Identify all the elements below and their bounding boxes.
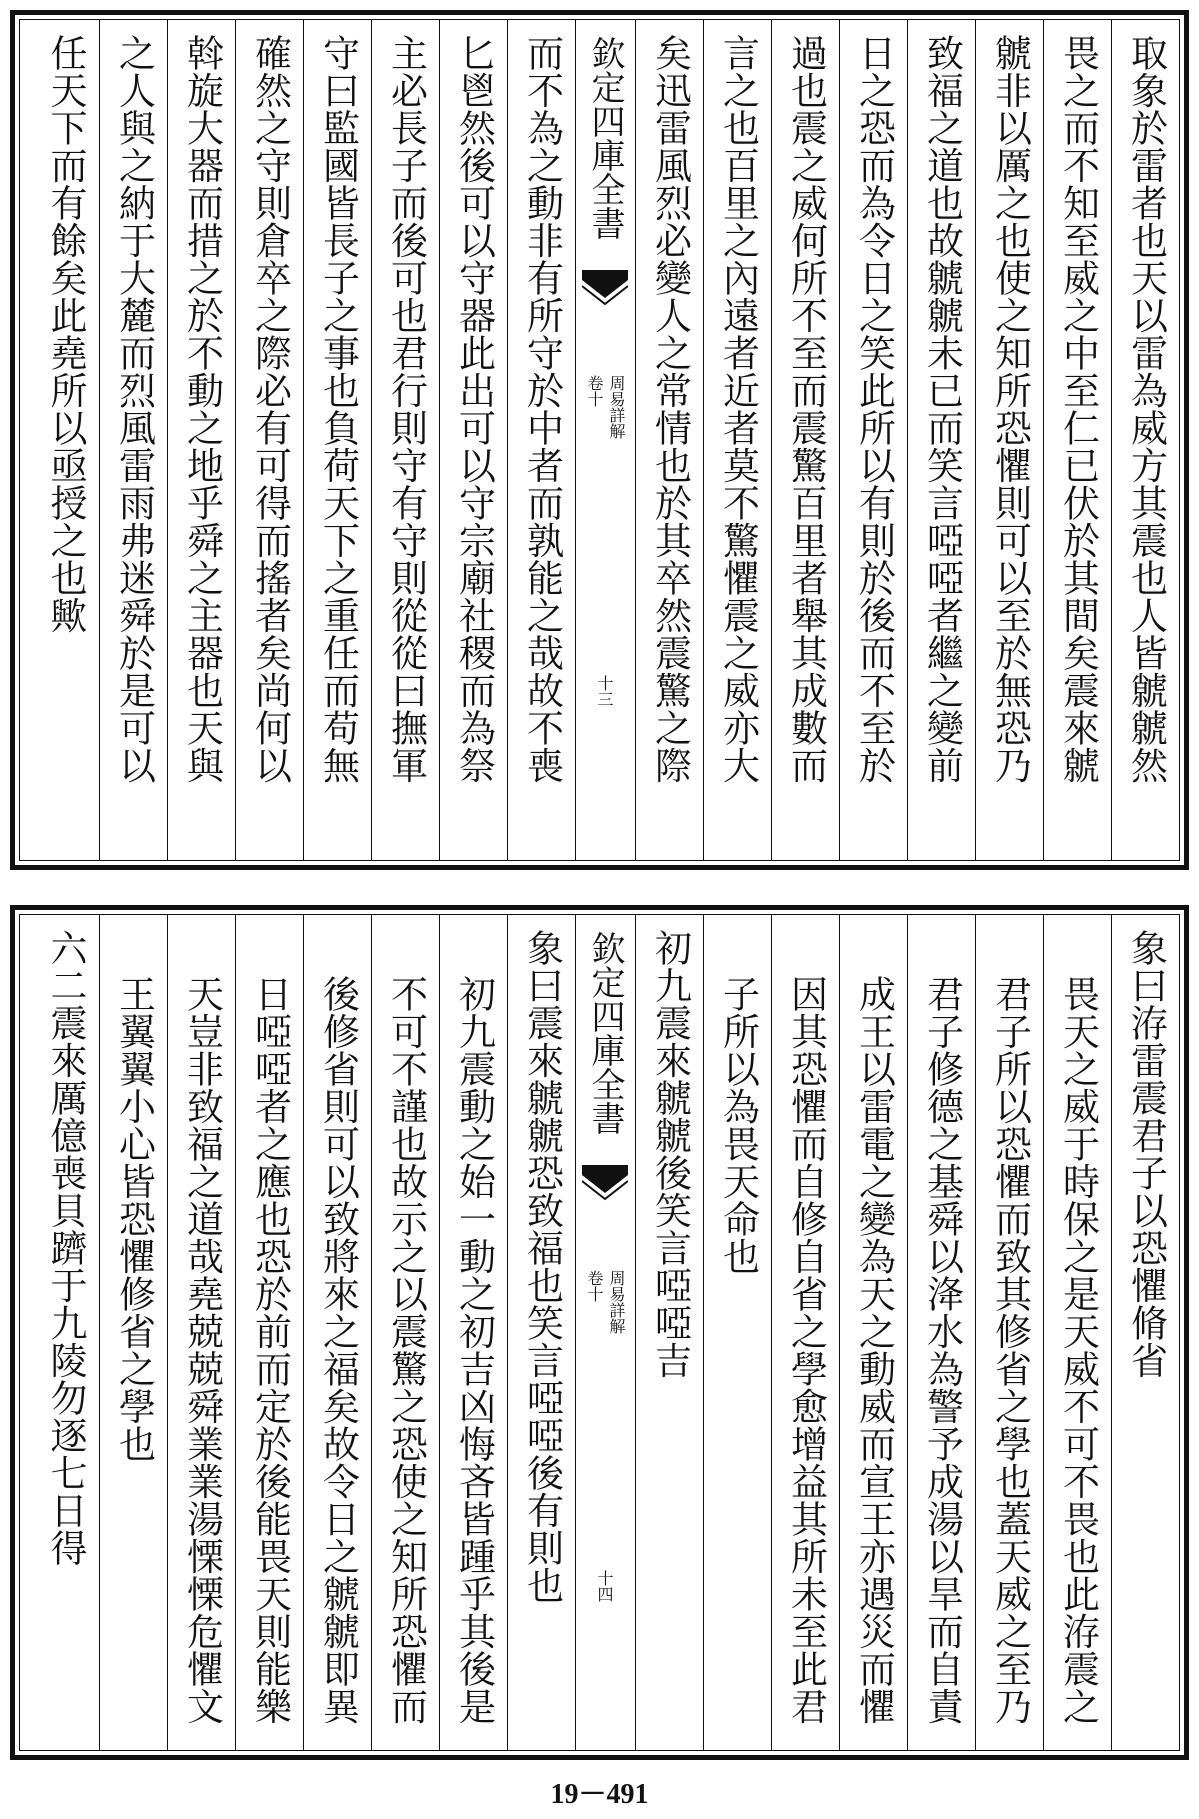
text-column: [839, 915, 907, 1750]
center-margin: [575, 20, 635, 860]
text-column: [99, 915, 167, 1750]
text-column: [371, 915, 439, 1750]
text-column: [507, 20, 575, 860]
column-text: 象曰洊雷震君子以恐懼脩省: [1124, 929, 1168, 1379]
text-column: [507, 915, 575, 1750]
text-column: [371, 20, 439, 860]
column-text: 畏之而不知至威之中至仁已伏於其間矣震來虩: [1056, 34, 1100, 784]
column-text: 不可不謹也故示之以震驚之恐使之知所恐懼而: [384, 975, 428, 1725]
column-text: 君子修德之基舜以洚水為警予成湯以旱而自責: [920, 975, 964, 1725]
column-text: 初九震來虩虩後笑言啞啞吉: [648, 929, 692, 1379]
text-column: [167, 20, 235, 860]
text-column: [907, 915, 975, 1750]
text-column: [907, 20, 975, 860]
column-text: 王翼翼小心皆恐懼修省之學也: [112, 975, 156, 1463]
column-text: 象曰震來虩虩恐致福也笑言啞啞後有則也: [520, 929, 564, 1604]
column-text: 任天下而有餘矣此堯所以亟授之也歟: [44, 34, 87, 634]
text-column: [31, 915, 99, 1750]
text-column: [99, 20, 167, 860]
volume-label: 卷十: [585, 375, 604, 407]
text-column: [1043, 915, 1111, 1750]
column-text: 而不為之動非有所守於中者而孰能之哉故不喪: [520, 34, 564, 784]
text-column: [31, 20, 99, 860]
text-column: [303, 20, 371, 860]
column-text: 初九震動之始一動之初吉凶悔吝皆踵乎其後是: [452, 975, 496, 1725]
text-column: [235, 20, 303, 860]
text-column: [703, 20, 771, 860]
fish-tail-mark-icon: [582, 1165, 628, 1205]
text-column: [975, 915, 1043, 1750]
folio-number: 十三: [595, 675, 614, 707]
text-column: [635, 915, 703, 1750]
column-text: 匕鬯然後可以守器此出可以守宗廟社稷而為祭: [452, 34, 496, 784]
text-column: [1111, 20, 1179, 860]
column-text: 言之也百里之內遠者近者莫不驚懼震之威亦大: [716, 34, 760, 784]
column-text: 畏天之威于時保之是天威不可不畏也此洊震之: [1056, 975, 1100, 1725]
column-text: 取象於雷者也天以雷為威方其震也人皆虩虩然: [1124, 34, 1168, 784]
column-text: 致福之道也故虩虩未已而笑言啞啞者繼之變前: [920, 34, 964, 784]
column-text: 日之恐而為令日之笑此所以有則於後而不至於: [852, 34, 896, 784]
text-column: [771, 915, 839, 1750]
bottom-page-text-area: [19, 914, 1180, 1751]
column-text: 矣迅雷風烈必變人之常情也於其卒然震驚之際: [648, 34, 692, 784]
column-text: 之人與之納于大麓而烈風雷雨弗迷舜於是可以: [112, 34, 156, 784]
folio-number: 十四: [595, 1570, 614, 1602]
top-page-text-area: [19, 19, 1180, 861]
column-text: 過也震之威何所不至而震驚百里者舉其成數而: [784, 34, 828, 784]
top-page-frame: [10, 10, 1189, 870]
volume-label: 卷十: [585, 1270, 604, 1302]
text-column: [1043, 20, 1111, 860]
book-title: 周易詳解: [607, 1270, 626, 1334]
text-column: [439, 20, 507, 860]
text-column: [975, 20, 1043, 860]
text-column: [635, 20, 703, 860]
column-text: 主必長子而後可也君行則守有守則從從曰撫軍: [384, 34, 428, 784]
column-text: 虩非以厲之也使之知所恐懼則可以至於無恐乃: [988, 34, 1032, 784]
text-column: [439, 915, 507, 1750]
column-text: 確然之守則倉卒之際必有可得而搖者矣尚何以: [248, 34, 292, 784]
column-text: 子所以為畏天命也: [716, 975, 760, 1275]
text-column: [235, 915, 303, 1750]
center-margin: [575, 915, 635, 1750]
column-text: 君子所以恐懼而致其修省之學也蓋天威之至乃: [988, 975, 1032, 1725]
text-column: [839, 20, 907, 860]
column-text: 天豈非致福之道哉堯兢兢舜業業湯慄慄危懼文: [180, 975, 224, 1725]
text-column: [1111, 915, 1179, 1750]
series-title: 欽定四庫全書: [585, 36, 625, 240]
book-title: 周易詳解: [607, 375, 626, 439]
plate-number: 19－491: [550, 1779, 649, 1810]
column-text: 日啞啞者之應也恐於前而定於後能畏天則能樂: [248, 975, 292, 1725]
column-text: 斡旋大器而措之於不動之地乎舜之主器也天與: [180, 34, 224, 784]
column-text: 後修省則可以致將來之福矣故令日之虩虩即異: [316, 975, 360, 1725]
column-text: 守曰監國皆長子之事也負荷天下之重任而苟無: [316, 34, 360, 784]
fish-tail-mark-icon: [582, 270, 628, 310]
text-column: [771, 20, 839, 860]
series-title: 欽定四庫全書: [585, 931, 625, 1135]
text-column: [303, 915, 371, 1750]
text-column: [703, 915, 771, 1750]
text-column: [167, 915, 235, 1750]
bottom-page-frame: [10, 905, 1189, 1760]
column-text: 因其恐懼而自修自省之學愈增益其所未至此君: [784, 975, 828, 1725]
column-text: 六二震來厲億喪貝躋于九陵勿逐七日得: [44, 929, 87, 1567]
column-text: 成王以雷電之變為天之動威而宣王亦遇災而懼: [852, 975, 896, 1725]
